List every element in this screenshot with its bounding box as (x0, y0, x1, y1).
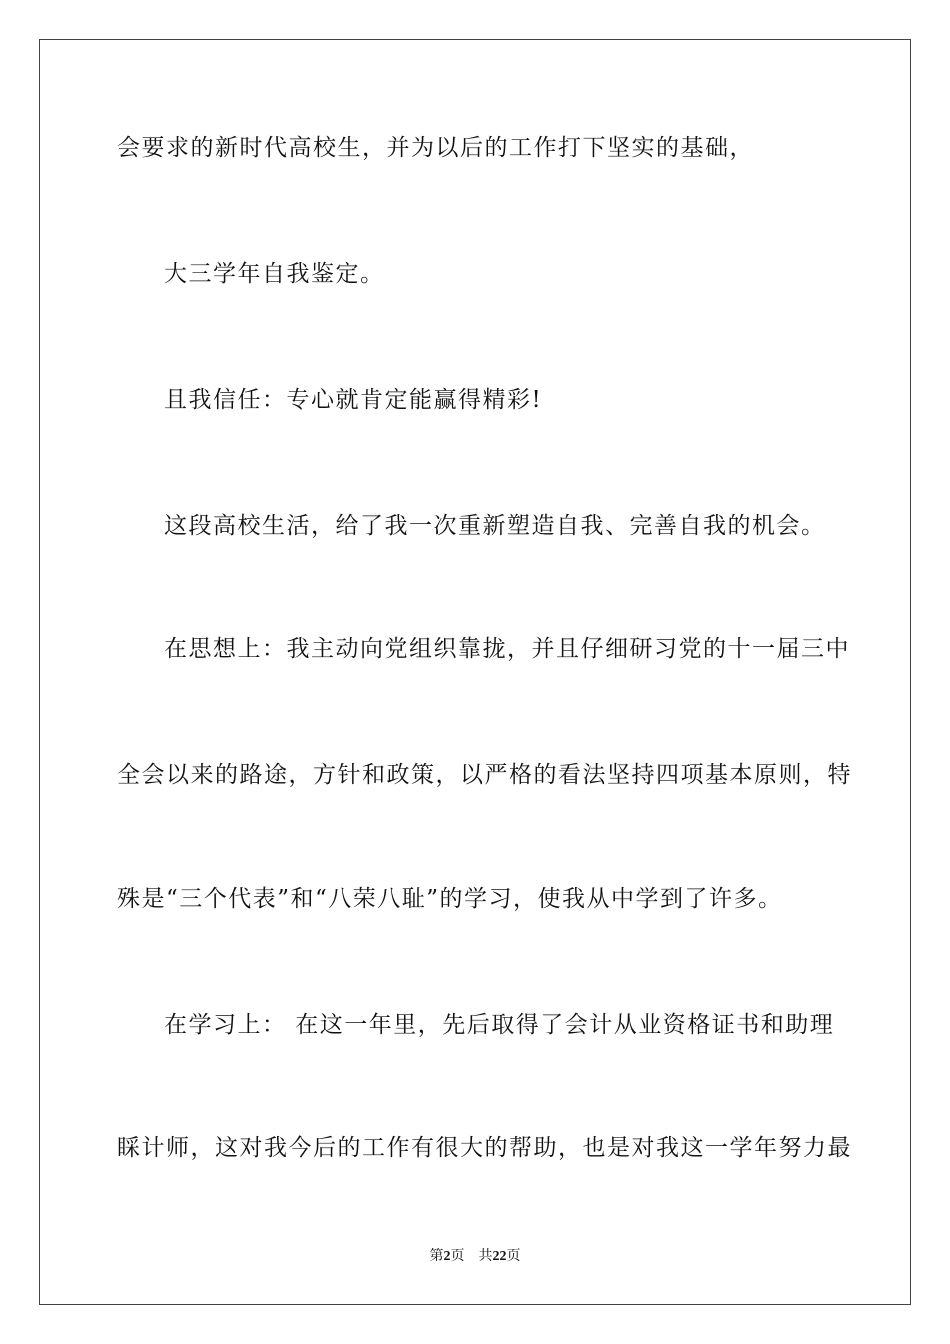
body-text-line-7: 殊是“三个代表”和“八荣八耻”的学习，使我从中学到了许多。 (117, 886, 783, 912)
footer-total-suffix: 页 (506, 1248, 521, 1264)
body-text-line-4: 这段高校生活，给了我一次重新塑造自我、完善自我的机会。 (164, 513, 826, 539)
body-text-line-5: 在思想上：我主动向党组织靠拢，并且仔细研习党的十一届三中 (164, 636, 850, 662)
footer-total-pages: 22 (492, 1249, 507, 1264)
footer-total-prefix: 共 (478, 1248, 493, 1264)
page-footer (0, 1246, 950, 1267)
body-text-line-6: 全会以来的路途，方针和政策，以严格的看法坚持四项基本原则，特 (117, 762, 852, 788)
body-text-line-1: 会要求的新时代高校生，并为以后的工作打下坚实的基础， (117, 135, 754, 161)
page-border (39, 39, 911, 1305)
body-text-line-3: 且我信任：专心就肯定能赢得精彩! (164, 387, 543, 413)
footer-page-suffix: 页 (450, 1248, 465, 1264)
footer-page-prefix: 第 (429, 1248, 444, 1264)
body-text-line-9: 睬计师，这对我今后的工作有很大的帮助，也是对我这一学年努力最 (117, 1135, 852, 1161)
footer-page-number: 2 (443, 1249, 451, 1264)
body-text-line-2: 大三学年自我鉴定。 (164, 261, 385, 287)
body-text-line-8: 在学习上： 在这一年里，先后取得了会计从业资格证书和助理 (164, 1012, 835, 1038)
